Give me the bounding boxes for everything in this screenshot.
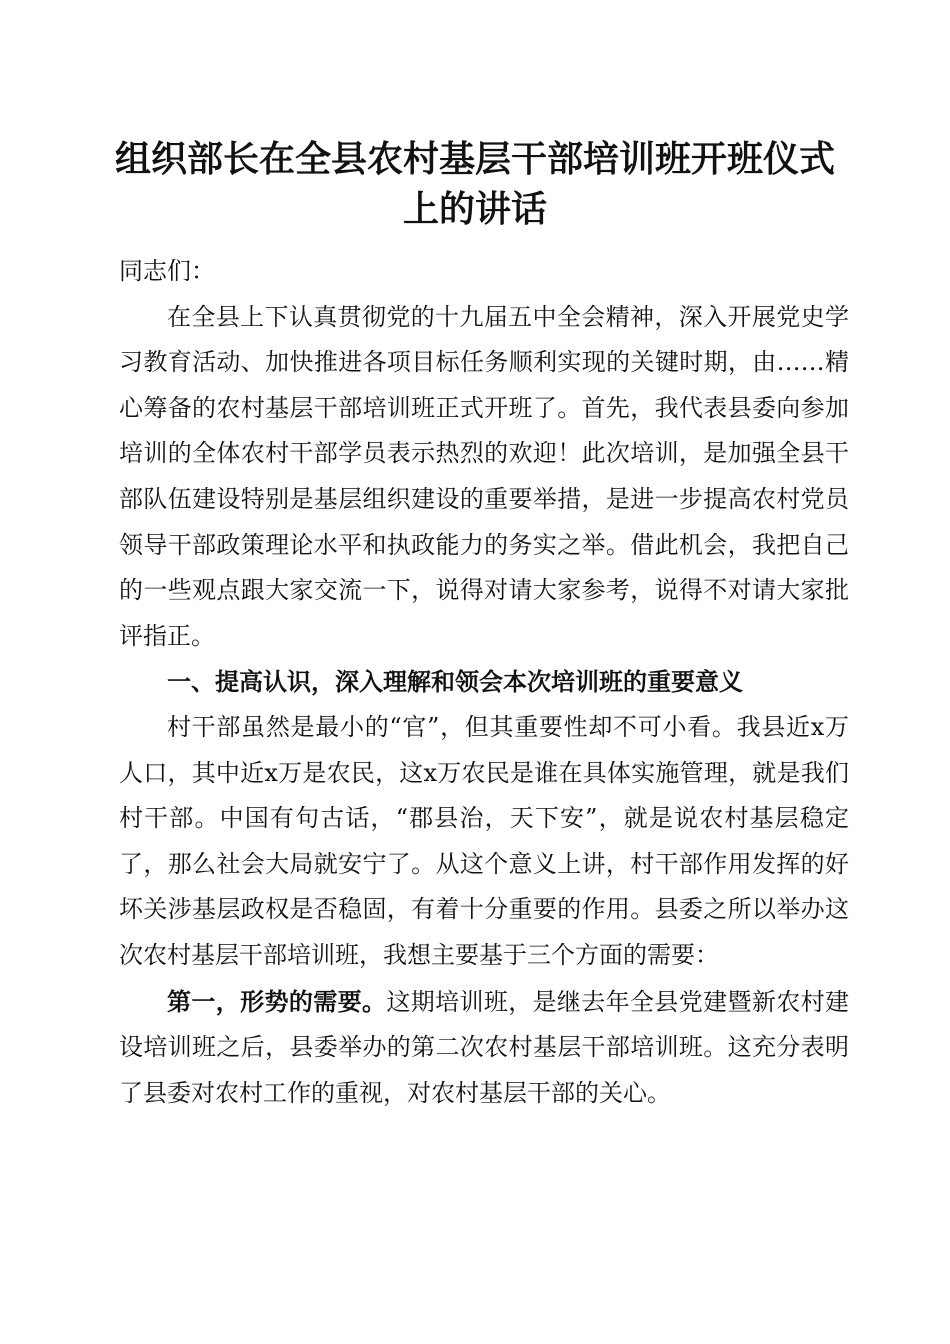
- salutation: 同志们：: [119, 257, 215, 285]
- title-line-2: 上的讲话: [402, 188, 547, 230]
- document-title: [100, 134, 850, 234]
- section-heading-1: 一、提高认识，深入理解和领会本次培训班的重要意义: [167, 667, 743, 697]
- opening-paragraph: 在全县上下认真贯彻党的十九届五中全会精神，深入开展党史学习教育活动、加快推进各项目标任务顺利实现的关键时期，由……精心筹备的农村基层干部培训班正式开班了。首先，我代表县委向参加培训的全体农村干部学员表示热烈的欢迎！此次培训，是加强全县干部队伍建设特别是基层组织建设的重要举措，是进一步提高农村党员领导干部政策理论水平和执政能力的务实之举。借此机会，我把自己的一些观点跟大家交流一下，说得对请大家参考，说得不对请大家批评指正。: [119, 302, 849, 650]
- point-1-paragraph: [119, 979, 849, 1117]
- section-1-paragraph: 村干部虽然是最小的“官”，但其重要性却不可小看。我县近x万人口，其中近x万是农民，这x万农民是谁在具体实施管理，就是我们村干部。中国有句古话，“郡县治，天下安”，就是说农村基层稳定了，那么社会大局就安宁了。从这个意义上讲，村干部作用发挥的好坏关涉基层政权是否稳固，有着十分重要的作用。县委之所以举办这次农村基层干部培训班，我想主要基于三个方面的需要：: [119, 712, 849, 969]
- point-1-text: 这期培训班，是继去年全县党建暨新农村建设培训班之后，县委举办的第二次农村基层干部培训班。这充分表明了县委对农村工作的重视，对农村基层干部的关心。: [119, 987, 850, 1107]
- point-1-lead: 第一，形势的需要。: [167, 986, 387, 1016]
- document-body: [119, 249, 849, 1116]
- title-line-1: 组织部长在全县农村基层干部培训班开班仪式: [114, 138, 835, 180]
